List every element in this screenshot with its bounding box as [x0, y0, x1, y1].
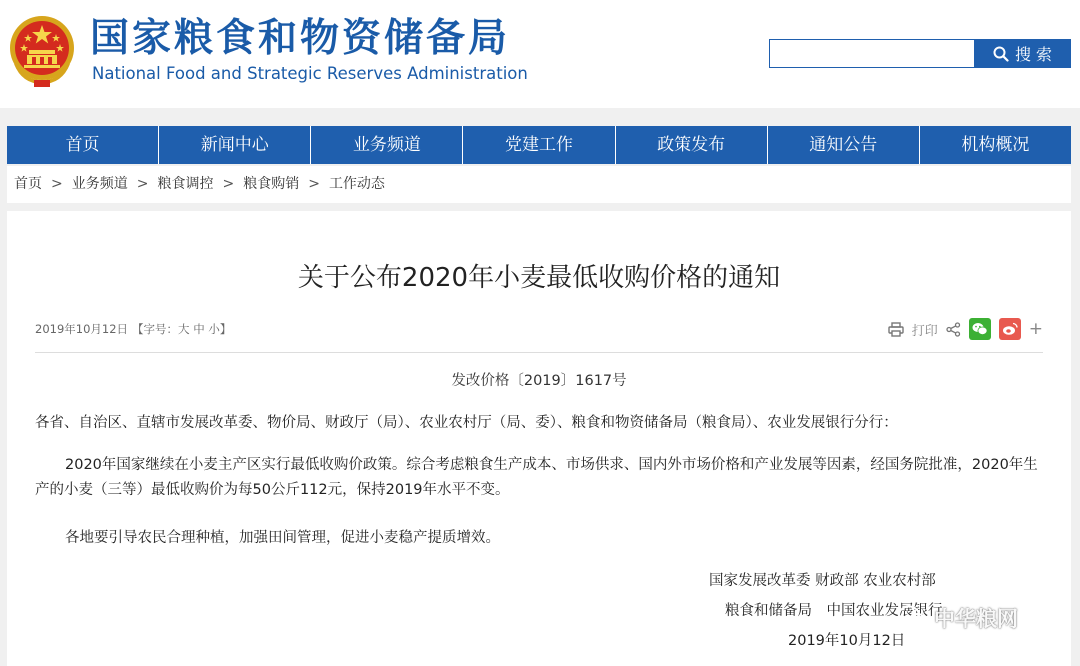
article-paragraph: 2020年国家继续在小麦主产区实行最低收购价政策。综合考虑粮食生产成本、市场供求、国内外市场价格和产业发展等因素，经国务院批准，2020年生产的小麦（三等）最低收购价为每50公斤112元，保持2019年水平不变。: [35, 457, 1038, 498]
share-icon[interactable]: [946, 322, 961, 337]
font-size-controls[interactable]: 【字号：大 中 小】: [132, 322, 232, 336]
national-emblem-icon: [8, 14, 76, 88]
search-icon: [993, 46, 1009, 62]
more-share-plus-icon[interactable]: +: [1028, 319, 1043, 339]
wechat-share-button[interactable]: [969, 318, 991, 340]
nav-item-about[interactable]: 机构概况: [961, 135, 1030, 155]
breadcrumb-item[interactable]: 业务频道: [71, 176, 128, 192]
signature-line: 粮食和储备局 中国农业发展银行: [725, 603, 943, 619]
article-divider: [35, 352, 1043, 353]
wechat-watermark-icon: [898, 605, 928, 631]
main-nav: [7, 126, 1071, 164]
breadcrumb-item[interactable]: 工作动态: [328, 176, 385, 192]
watermark-text: 中华粮网: [934, 607, 1018, 631]
signature-date: 2019年10月12日: [788, 633, 906, 649]
breadcrumb: [7, 166, 1071, 203]
print-link[interactable]: 打印: [911, 323, 938, 339]
nav-item-news[interactable]: 新闻中心: [159, 126, 311, 164]
signature-line: 国家发展改革委 财政部 农业农村部: [709, 573, 936, 589]
breadcrumb-item[interactable]: 首页: [14, 176, 42, 192]
print-icon[interactable]: [888, 322, 904, 337]
breadcrumb-separator: >: [51, 176, 63, 192]
article-title: 关于公布2020年小麦最低收购价格的通知: [297, 263, 781, 293]
nav-item-business[interactable]: 业务频道: [311, 126, 463, 164]
article-paragraph: 各地要引导农民合理种植，加强田间管理，促进小麦稳产提质增效。: [65, 530, 500, 546]
article-salutation: 各省、自治区、直辖市发展改革委、物价局、财政厅（局）、农业农村厅（局、委）、粮食和物资储备局（粮食局）、农业发展银行分行：: [35, 415, 898, 431]
article-meta: [35, 321, 231, 337]
breadcrumb-item[interactable]: 粮食购销: [243, 176, 300, 192]
breadcrumb-item[interactable]: 粮食调控: [157, 176, 214, 192]
site-header: [0, 0, 1080, 108]
watermark: [898, 603, 1018, 633]
article: [7, 211, 1071, 666]
breadcrumb-separator: >: [308, 176, 320, 192]
weibo-share-button[interactable]: [999, 318, 1021, 340]
nav-item-notices[interactable]: 通知公告: [768, 126, 920, 164]
article-tools: [888, 318, 1043, 340]
weibo-icon: [1002, 322, 1018, 336]
site-title-cn[interactable]: 国家粮食和物资储备局: [90, 16, 511, 61]
search-input[interactable]: [769, 39, 975, 68]
search-button-label: 搜 索: [1014, 45, 1053, 64]
nav-item-home[interactable]: 首页: [7, 126, 159, 164]
nav-item-policy[interactable]: 政策发布: [616, 126, 768, 164]
breadcrumb-separator: >: [136, 176, 149, 192]
site-title-en[interactable]: National Food and Strategic Reserves Administration: [92, 64, 528, 83]
breadcrumb-separator: >: [222, 176, 235, 192]
publish-date: 2019年10月12日: [35, 322, 129, 336]
wechat-icon: [972, 322, 988, 336]
nav-item-party[interactable]: 党建工作: [463, 126, 615, 164]
search-button[interactable]: [974, 39, 1071, 68]
document-number: 发改价格〔2019〕1617号: [451, 373, 627, 389]
